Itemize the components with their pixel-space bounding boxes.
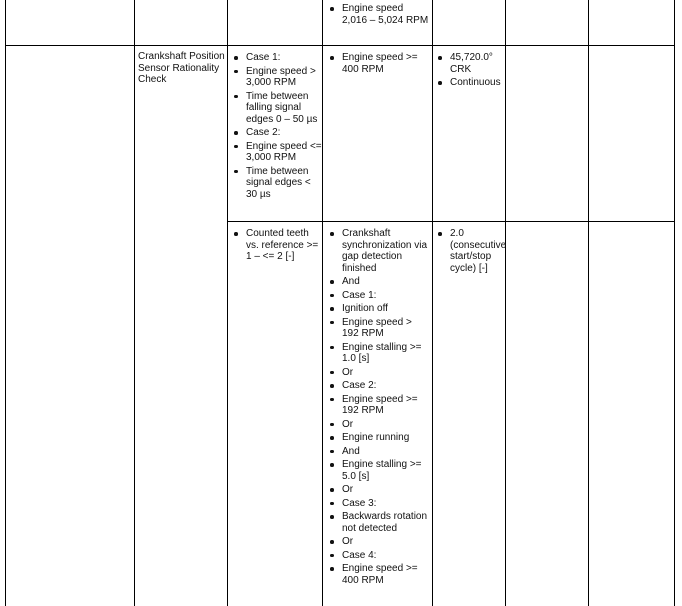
column-divider [134, 0, 135, 606]
monitor-name-cell [138, 51, 228, 86]
list-item: Engine stalling >= 5.0 [s] [325, 459, 429, 482]
list-item: Ignition off [325, 303, 429, 315]
time-required-cell [436, 52, 506, 91]
list-item: Engine speed > 192 RPM [325, 317, 429, 340]
column-divider [588, 0, 589, 606]
list-item: Engine speed <= 3,000 RPM [232, 141, 324, 164]
list-item: Backwards rotation not detected [325, 511, 429, 534]
malfunction-criteria-cell [232, 52, 324, 202]
monitor-name: Crankshaft Position Sensor Rationality Check [138, 51, 225, 85]
enable-conditions-cell [325, 52, 429, 77]
list-item: Engine speed 2,016 – 5,024 RPM [325, 3, 429, 26]
list-item: Case 2: [325, 380, 429, 392]
list-item: Continuous [436, 77, 506, 89]
list-item: Engine stalling >= 1.0 [s] [325, 342, 429, 365]
list-item: Case 2: [232, 127, 324, 139]
list-item: And [325, 276, 429, 288]
list-item: Engine speed >= 400 RPM [325, 563, 429, 586]
list-item: And [325, 446, 429, 458]
list-item: Engine running [325, 432, 429, 444]
table-border-left [5, 0, 6, 606]
list-item: 2.0 (consecutive start/stop cycle) [-] [436, 228, 506, 274]
column-divider [432, 0, 433, 606]
list-item: Or [325, 419, 429, 431]
list-item: Case 4: [325, 550, 429, 562]
list-item: Or [325, 484, 429, 496]
time-required-cell [436, 228, 506, 276]
list-item: Counted teeth vs. reference >= 1 – <= 2 [-] [232, 228, 324, 263]
list-item: Or [325, 536, 429, 548]
enable-conditions-cell [325, 228, 429, 588]
list-item: Crankshaft synchronization via gap detection finished [325, 228, 429, 274]
list-item: 45,720.0° CRK [436, 52, 506, 75]
list-item: Engine speed >= 192 RPM [325, 394, 429, 417]
column-divider [227, 0, 228, 606]
list-item: Or [325, 367, 429, 379]
table-border-right [674, 0, 675, 606]
list-item: Time between signal edges < 30 µs [232, 166, 324, 201]
list-item: Engine speed > 3,000 RPM [232, 66, 324, 89]
column-divider [505, 0, 506, 606]
list-item: Case 1: [325, 290, 429, 302]
list-item: Time between falling signal edges 0 – 50 µs [232, 91, 324, 126]
top-row-enable-conditions [325, 3, 429, 28]
list-item: Engine speed >= 400 RPM [325, 52, 429, 75]
list-item: Case 3: [325, 498, 429, 510]
row-divider [5, 45, 675, 46]
row-divider [227, 221, 675, 222]
list-item: Case 1: [232, 52, 324, 64]
malfunction-criteria-cell [232, 228, 324, 265]
